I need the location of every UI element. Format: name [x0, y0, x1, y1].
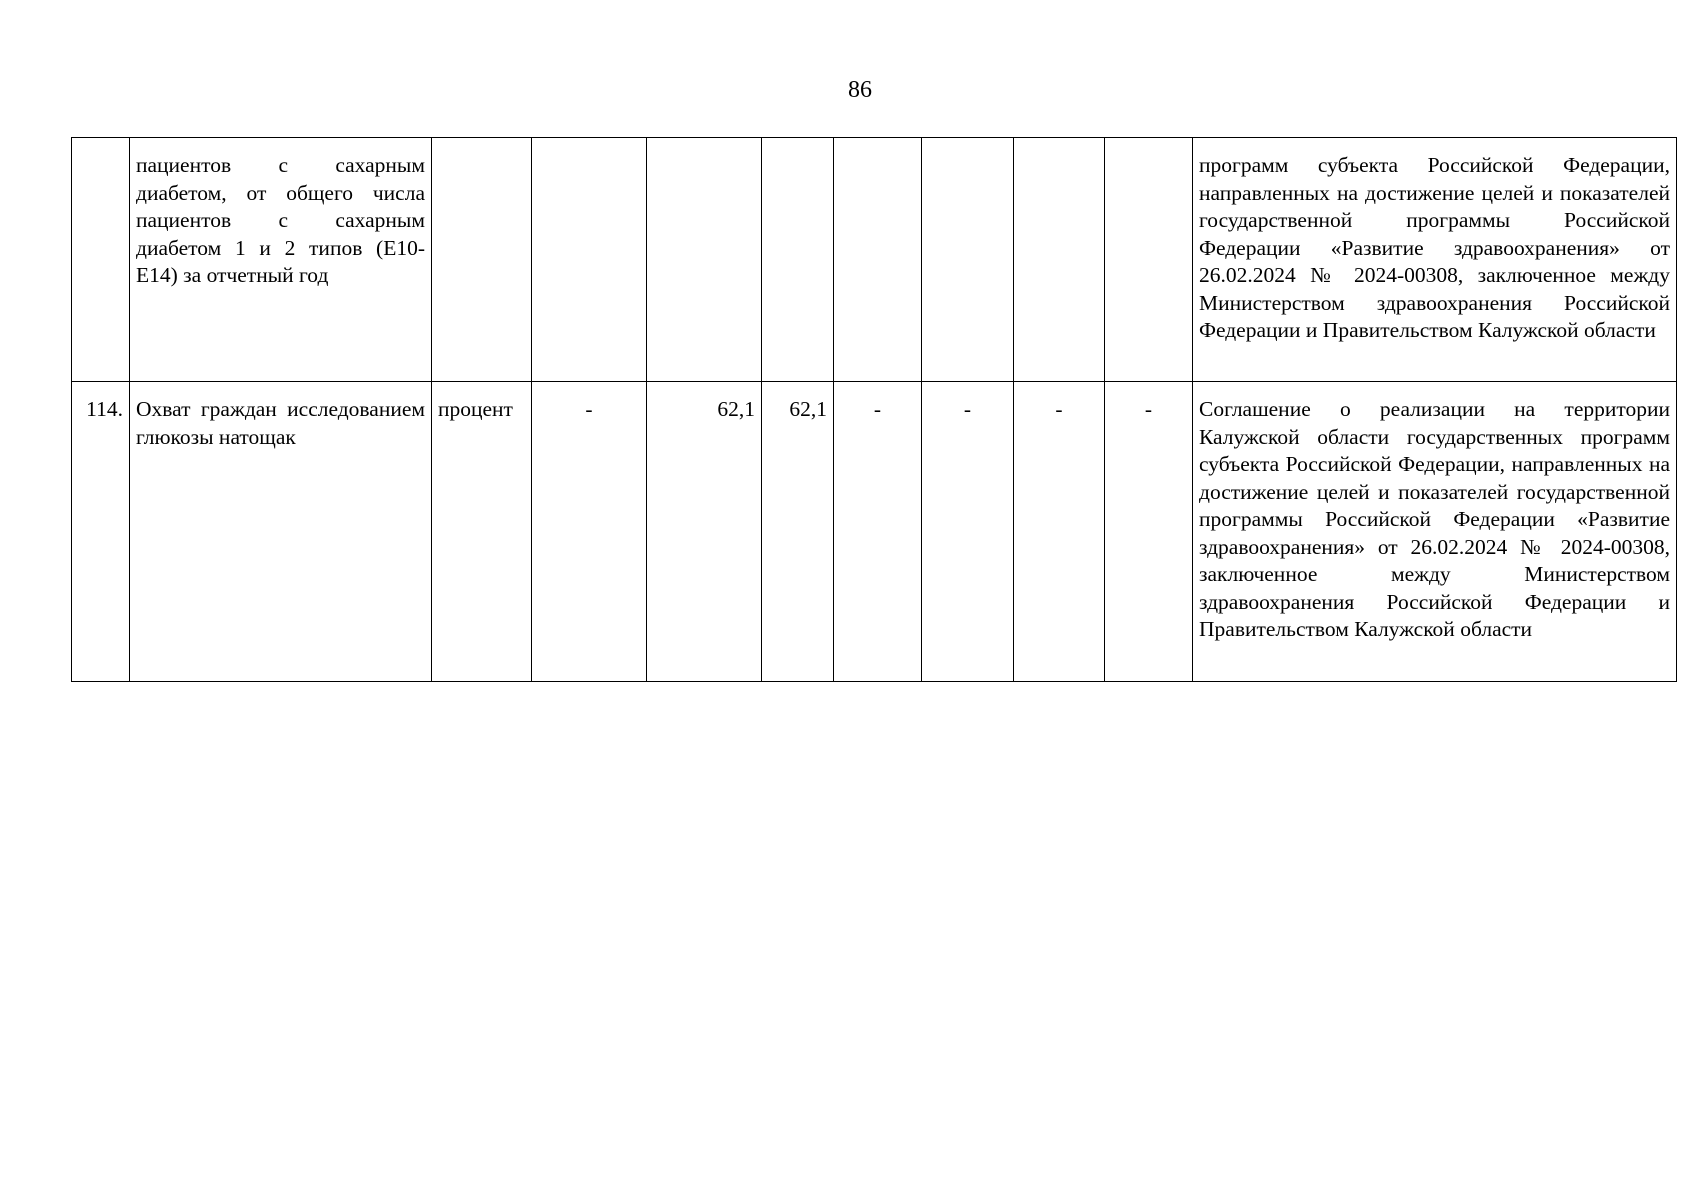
row-number-cell — [72, 138, 130, 382]
value-cell-5: - — [922, 382, 1014, 682]
value-cell-1 — [532, 138, 647, 382]
value-cell-5 — [922, 138, 1014, 382]
indicator-name-cell: Охват граждан исследованием глюкозы натощак — [130, 382, 432, 682]
value-cell-1: - — [532, 382, 647, 682]
indicators-table — [71, 137, 1677, 682]
source-document-cell: программ субъекта Российской Федерации, направленных на достижение целей и показателей государственной программы Российской Федерации «Развитие здравоохранения» от 26.02.2024 № 2024-00308, заключенное между Министерством здравоохранения Российской Федерации и Правительством Калужской области — [1193, 138, 1677, 382]
table-row — [72, 382, 1677, 682]
source-document-cell: Соглашение о реализации на территории Калужской области государственных программ субъекта Российской Федерации, направленных на достижение целей и показателей государственной программы Российской Федерации «Развитие здравоохранения» от 26.02.2024 № 2024-00308, заключенное между Министерством здравоохранения Российской Федерации и Правительством Калужской области — [1193, 382, 1677, 682]
table-row — [72, 138, 1677, 382]
value-cell-7: - — [1105, 382, 1193, 682]
value-cell-4: - — [834, 382, 922, 682]
value-cell-7 — [1105, 138, 1193, 382]
row-number-cell: 114. — [72, 382, 130, 682]
value-cell-6: - — [1014, 382, 1105, 682]
page-number: 86 — [848, 77, 872, 103]
unit-cell — [432, 138, 532, 382]
unit-cell: процент — [432, 382, 532, 682]
value-cell-3: 62,1 — [762, 382, 834, 682]
value-cell-2 — [647, 138, 762, 382]
value-cell-4 — [834, 138, 922, 382]
value-cell-3 — [762, 138, 834, 382]
value-cell-2: 62,1 — [647, 382, 762, 682]
value-cell-6 — [1014, 138, 1105, 382]
indicator-name-cell: пациентов с сахарным диабетом, от общего числа пациентов с сахарным диабетом 1 и 2 типов (Е10-Е14) за отчетный год — [130, 138, 432, 382]
